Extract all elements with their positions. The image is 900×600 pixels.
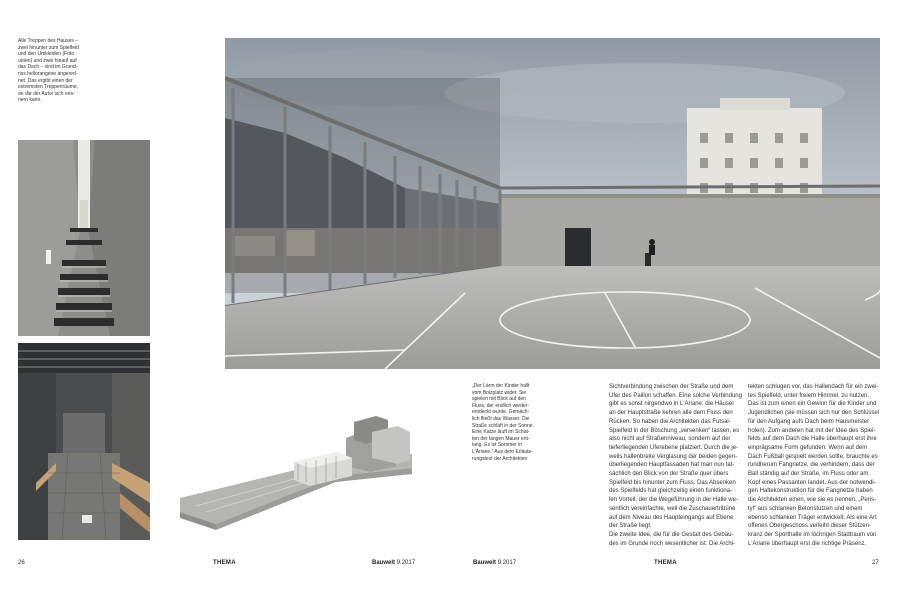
architectural-model-image bbox=[176, 398, 416, 538]
section-label-right: THEMA bbox=[654, 560, 677, 566]
magazine-issue-left bbox=[372, 560, 415, 566]
magazine-name: Bauwelt bbox=[473, 560, 497, 566]
body-text-column-right: tekten schlugen vor, das Hallendach für ein zwei- tes Spielfeld, unter freiem Himmel, zu nutzen. Das ist zum einen ein Gewinn für die Kinder und Jugendlichen (sie müssen sich nur den Schlüssel für den Aufgang aufs Dach beim Hausmeister holen). Zum anderen hat mit der Idee des Spiel- felds auf dem Dach die Halle überhaupt erst ihre einprägsame Form gefunden: Wenn auf dem Dach Fußball gespielt werden sollte, brauchte es rundherum Fangnetze, die verhindern, dass der Ball ständig auf der Straße, im Fluss oder am Kopf eines Passanten landet. Aus der notwendi- gen Haltekonstruktion für die Fangnetze haben die Architekten einen, wie sie es nennen, „Peris- tyl“ aus schlanken Betonstützen und einem ebenso schlanken Träger entwickelt. Als eine Art offenes Obergeschoss verleiht dieser Stützen- kranz der Sporthalle im löchrigen Stadtraum von L'Ariane überhaupt erst die richtige Präsenz. bbox=[748, 384, 880, 547]
issue-number: 9.2017 bbox=[396, 560, 416, 566]
caption-quote: „Der Lärm der Kinder hallt vom Bolzplatz wider. Sie spielen mit Blick auf den Fluss, der endlich wieder- entdeckt wurde. Gemäch- lich fließt das Wasser. Die Straße schläft in der Sonne. Eine Katze läuft im Schat- ten der langen Mauer ent- lang. Es ist Sommer in L'Ariane.“ Aus dem Erläute- rungstext der Architekten bbox=[472, 383, 534, 462]
stairwell-photo bbox=[18, 140, 150, 336]
magazine-issue-right bbox=[473, 560, 516, 566]
page-number-right: 27 bbox=[872, 560, 879, 566]
magazine-name: Bauwelt bbox=[372, 560, 396, 566]
caption-stairs: Alle Treppen des Hauses – zwei hinunter zum Spielfeld und den Umkleiden (Foto unten) und zwei hinauf auf das Dach – sind im Grund- riss hellorangene angeord- net. Das ergibt einen der extremsten Treppenräume, an die der Autor sich erin- nern kann. bbox=[18, 38, 79, 104]
page-number-left: 26 bbox=[18, 560, 25, 566]
locker-room-photo bbox=[18, 343, 150, 540]
issue-number: 9.2017 bbox=[497, 560, 517, 566]
section-label-left: THEMA bbox=[213, 560, 236, 566]
rooftop-court-photo bbox=[225, 38, 880, 369]
body-text-column-left: Sichtverbindung zwischen der Straße und dem Ufer des Paillon schaffen. Eine solche Verbindung gibt es sonst nirgendwo in L'Ariane; die Häuser an der Hauptstraße kehren alle dem Fluss den Rücken. So haben die Architekten das Futsal- Spielfeld in der Böschung „versenken“ lassen, es also nicht auf Straßenniveau, sondern auf der tieferliegenden Uferebene platziert. Durch die je- weils hallenbreite Verglasung der beiden gegen- überliegenden Hauptfassaden hat man nun tat- sächlich den Blick von der Straße quer übers Spielfeld bis hinunter zum Fluss. Das Absenken des Spielfelds hat gleichzeitig einen funktiona- len Vorteil, der die Wegeführung in der Halle we- sentlich vereinfachte, weil die Zuschauertribüne auf dem Niveau des Haupteingangs auf Ebene der Straße liegt. Die zweite Idee, die für die Gestalt des Gebäu- des im Grunde noch wesentlicher ist: Die Archi- bbox=[609, 384, 742, 547]
